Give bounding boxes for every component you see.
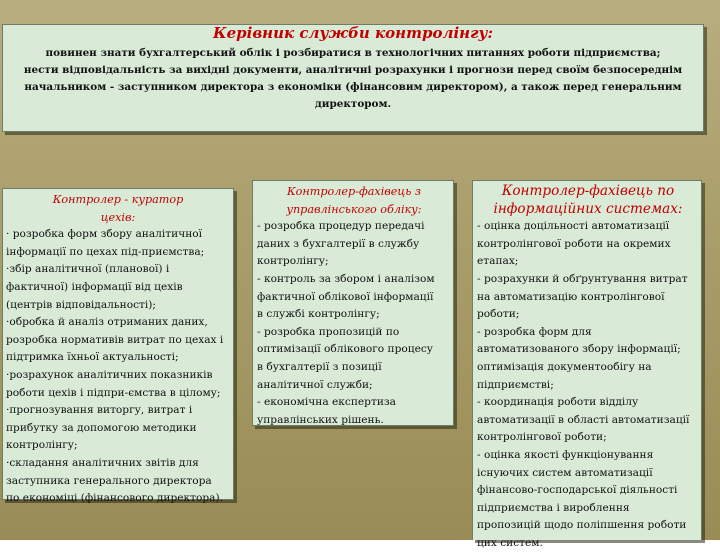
duty-line: контролінгу;	[257, 255, 329, 268]
duty-line: ·обробка й аналіз отриманих даних,	[6, 316, 208, 329]
head-line: нести відповідальність за вихідні документи, аналітичні розрахунки і прогнози перед своїм безпосереднім	[23, 64, 683, 76]
duty-line: інформації по цехах під-приємства;	[6, 245, 205, 258]
duty-line: фінансово-господарської діяльності	[477, 484, 678, 497]
duty-line: оптимізації облікового процесу	[257, 343, 434, 356]
duty-line: ·збір аналітичної (планової) і	[6, 263, 170, 276]
duty-line: - розробка форм для	[477, 325, 592, 338]
duty-line: - розробка пропозицій по	[257, 325, 400, 338]
duty-line: - розрахунки й обґрунтування витрат	[477, 272, 688, 285]
accounting-specialist-card	[252, 180, 454, 426]
duty-line: ·розрахунок аналітичних показників	[6, 368, 213, 381]
duty-line: · розробка форм збору аналітичної	[6, 228, 203, 241]
duty-line: - координація роботи відділу	[477, 396, 639, 409]
curator-duties	[6, 226, 230, 508]
info-systems-title	[477, 183, 699, 218]
duty-line: на автоматизацію контролінгової	[477, 290, 665, 303]
info-systems-title-line: інформаційних системах:	[493, 200, 683, 217]
duty-line: розробка нормативів витрат по цехах і	[6, 333, 224, 346]
curator-title-line: цехів:	[100, 210, 136, 224]
duty-line: - економічна експертиза	[257, 396, 396, 409]
duty-line: підтримка їхньої актуальності;	[6, 351, 179, 364]
accounting-title-line: управлінського обліку:	[286, 202, 422, 216]
duty-line: (центрів відповідальності);	[6, 298, 156, 311]
head-of-controlling-box	[2, 24, 704, 132]
duty-line: аналітичної служби;	[257, 378, 373, 391]
duty-line: в службі контролінгу;	[257, 308, 380, 321]
accounting-title	[257, 183, 451, 218]
accounting-title-line: Контролер-фахівець з	[287, 185, 421, 198]
duty-line: оптимізація документообігу на	[477, 360, 652, 373]
duty-line: фактичної) інформації від цехів	[6, 280, 183, 293]
duty-line: цих систем.	[477, 536, 543, 549]
duty-line: підприємства і вироблення	[477, 501, 630, 514]
duty-line: заступника генерального директора	[6, 474, 212, 487]
accounting-duties	[257, 218, 451, 429]
duty-line: в бухгалтерії з позиції	[257, 360, 382, 373]
info-systems-title-line: Контролер-фахівець по	[501, 183, 675, 199]
duty-line: пропозицій щодо поліпшення роботи	[477, 519, 687, 532]
duty-line: існуючих систем автоматизації	[477, 466, 653, 479]
curator-title-line: Контролер - куратор	[52, 193, 184, 206]
duty-line: - оцінка якості функціонування	[477, 448, 654, 461]
duty-line: ·складання аналітичних звітів для	[6, 456, 199, 469]
duty-line: - розробка процедур передачі	[257, 220, 425, 233]
duty-line: автоматизації в області автоматизації	[477, 413, 690, 426]
duty-line: даних з бухгалтерії в службу	[257, 237, 420, 250]
info-systems-duties	[477, 218, 699, 552]
duty-line: прибутку за допомогою методики	[6, 421, 197, 434]
duty-line: по економіці (фінансового директора).	[6, 492, 224, 505]
head-title: Керівник служби контролінгу:	[212, 24, 494, 42]
head-line: начальником - заступником директора з економіки (фінансовим директором), а також перед генеральним	[24, 81, 682, 93]
curator-card	[2, 188, 234, 505]
head-line: повинен знати бухгалтерський облік і розбиратися в технологічних питаннях роботи підприємства;	[45, 47, 661, 59]
duty-line: - оцінка доцільності автоматизації	[477, 220, 670, 233]
duty-line: фактичної облікової інформації	[257, 290, 434, 303]
duty-line: - контроль за збором і аналізом	[257, 272, 435, 285]
duty-line: контролінгу;	[6, 439, 78, 452]
duty-line: управлінських рішень.	[257, 413, 384, 426]
curator-title	[6, 191, 230, 226]
duty-line: контролінгової роботи на окремих	[477, 237, 671, 250]
head-line: директором.	[314, 98, 392, 110]
duty-line: роботи;	[477, 308, 520, 321]
duty-line: контролінгової роботи;	[477, 431, 607, 444]
duty-line: підприємстві;	[477, 378, 554, 391]
duty-line: автоматизованого збору інформації;	[477, 343, 681, 356]
info-systems-specialist-card	[472, 180, 702, 549]
head-description	[7, 45, 699, 113]
duty-line: ·прогнозування виторгу, витрат і	[6, 404, 193, 417]
duty-line: етапах;	[477, 255, 519, 268]
duty-line: роботи цехів і підпри-ємства в цілому;	[6, 386, 221, 399]
